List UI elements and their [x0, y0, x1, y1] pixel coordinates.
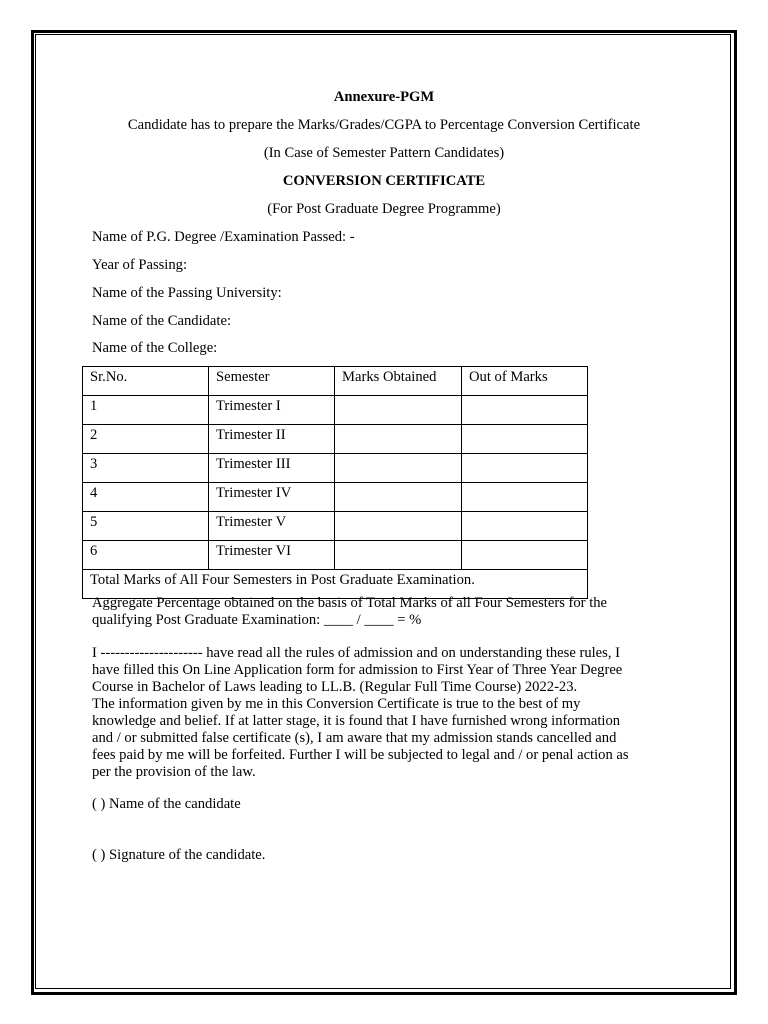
- programme-note: (For Post Graduate Degree Programme): [267, 201, 501, 217]
- header-out-of-marks: Out of Marks: [462, 367, 588, 396]
- table-row: [83, 425, 588, 454]
- table-row: [83, 396, 588, 425]
- instruction-text: Candidate has to prepare the Marks/Grades/CGPA to Percentage Conversion Certificate: [127, 117, 641, 133]
- declaration-paragraph: [92, 645, 682, 781]
- cell-marks-obtained: [335, 541, 462, 570]
- cell-semester: Trimester I: [209, 396, 335, 425]
- candidate-signature-line: ( ) Signature of the candidate.: [92, 847, 266, 863]
- cell-marks-obtained: [335, 512, 462, 541]
- cell-total-marks: Total Marks of All Four Semesters in Post Graduate Examination.: [83, 570, 588, 599]
- field-university: Name of the Passing University:: [92, 285, 282, 301]
- table-row: [83, 454, 588, 483]
- cell-semester: Trimester III: [209, 454, 335, 483]
- aggregate-percentage: [92, 595, 682, 629]
- cell-out-of-marks: [462, 541, 588, 570]
- cell-marks-obtained: [335, 483, 462, 512]
- declaration-line-5: knowledge and belief. If at latter stage, it is found that I have furnished wrong information: [92, 713, 621, 729]
- cell-marks-obtained: [335, 396, 462, 425]
- cell-semester: Trimester V: [209, 512, 335, 541]
- declaration-line-6: and / or submitted false certificate (s), I am aware that my admission stands cancelled and: [92, 730, 617, 746]
- declaration-line-8: per the provision of the law.: [92, 764, 256, 780]
- table-header-row: [83, 367, 588, 396]
- cell-srno: 4: [83, 483, 209, 512]
- cell-marks-obtained: [335, 454, 462, 483]
- declaration-line-1: I --------------------- have read all the rules of admission and on understanding these rules, I: [92, 645, 620, 661]
- field-year: Year of Passing:: [92, 257, 188, 273]
- field-candidate: Name of the Candidate:: [92, 313, 231, 329]
- aggregate-line-2: qualifying Post Graduate Examination: ____ / ____ = %: [92, 612, 422, 628]
- cell-out-of-marks: [462, 396, 588, 425]
- table-row: [83, 512, 588, 541]
- header-marks-obtained: Marks Obtained: [335, 367, 462, 396]
- field-degree: Name of P.G. Degree /Examination Passed: -: [92, 229, 355, 245]
- declaration-line-7: fees paid by me will be forfeited. Further I will be subjected to legal and / or penal action as: [92, 747, 629, 763]
- declaration-line-2: have filled this On Line Application form for admission to First Year of Three Year Degree: [92, 662, 623, 678]
- cell-out-of-marks: [462, 483, 588, 512]
- cell-srno: 1: [83, 396, 209, 425]
- cell-out-of-marks: [462, 425, 588, 454]
- table-row: [83, 483, 588, 512]
- cell-srno: 2: [83, 425, 209, 454]
- cell-out-of-marks: [462, 454, 588, 483]
- cell-out-of-marks: [462, 512, 588, 541]
- marks-table: [82, 366, 588, 599]
- case-note: (In Case of Semester Pattern Candidates): [263, 145, 505, 161]
- cell-srno: 3: [83, 454, 209, 483]
- table-row: [83, 541, 588, 570]
- cell-marks-obtained: [335, 425, 462, 454]
- header-semester: Semester: [209, 367, 335, 396]
- cell-semester: Trimester IV: [209, 483, 335, 512]
- cell-srno: 5: [83, 512, 209, 541]
- declaration-line-3: Course in Bachelor of Laws leading to LL.B. (Regular Full Time Course) 2022-23.: [92, 679, 578, 695]
- certificate-title: CONVERSION CERTIFICATE: [282, 173, 486, 189]
- header-srno: Sr.No.: [83, 367, 209, 396]
- field-college: Name of the College:: [92, 340, 218, 356]
- cell-srno: 6: [83, 541, 209, 570]
- cell-semester: Trimester II: [209, 425, 335, 454]
- aggregate-line-1: Aggregate Percentage obtained on the basis of Total Marks of all Four Semesters for the: [92, 595, 608, 611]
- declaration-line-4: The information given by me in this Conversion Certificate is true to the best of my: [92, 696, 581, 712]
- cell-semester: Trimester VI: [209, 541, 335, 570]
- annexure-heading: Annexure-PGM: [333, 89, 435, 105]
- candidate-name-line: ( ) Name of the candidate: [92, 796, 241, 812]
